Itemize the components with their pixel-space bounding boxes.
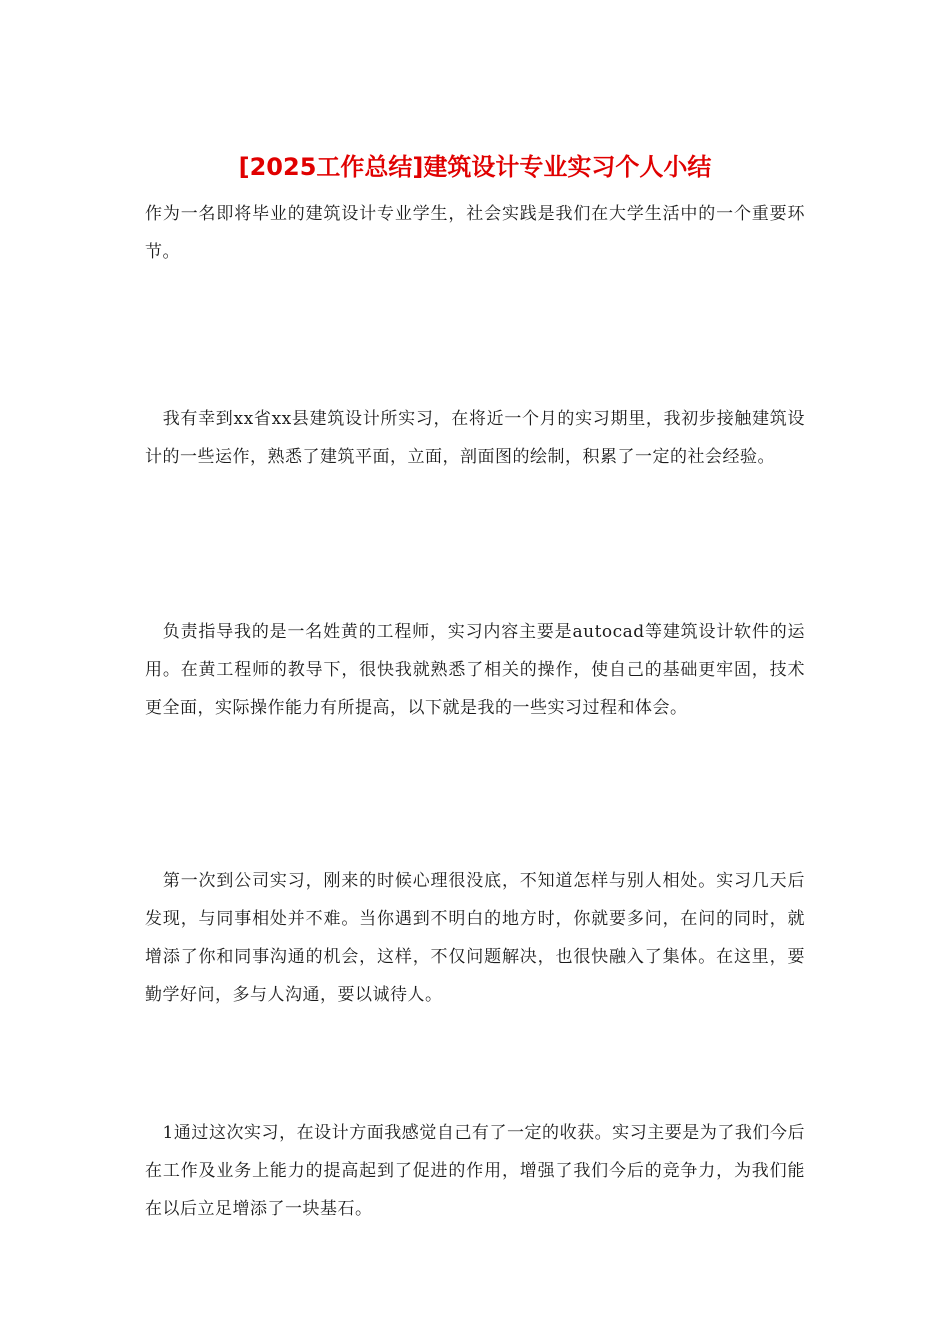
paragraph-mentor: 负责指导我的是一名姓黄的工程师，实习内容主要是autocad等建筑设计软件的运用。在黄工程师的教导下，很快我就熟悉了相关的操作，使自己的基础更牢固，技术更全面，实际操作能力有所提高，以下就是我的一些实习过程和体会。 <box>145 622 805 718</box>
paragraph-internship-location: 我有幸到xx省xx县建筑设计所实习，在将近一个月的实习期里，我初步接触建筑设计的一些运作，熟悉了建筑平面，立面，剖面图的绘制，积累了一定的社会经验。 <box>145 409 805 467</box>
paragraph-first-impressions: 第一次到公司实习，刚来的时候心理很没底，不知道怎样与别人相处。实习几天后发现，与同事相处并不难。当你遇到不明白的地方时，你就要多问，在问的同时，就增添了你和同事沟通的机会，这样，不仅问题解决，也很快融入了集体。在这里，要勤学好问，多与人沟通，要以诚待人。 <box>145 871 805 1005</box>
paragraph-gains: 1通过这次实习，在设计方面我感觉自己有了一定的收获。实习主要是为了我们今后在工作及业务上能力的提高起到了促进的作用，增强了我们今后的竞争力，为我们能在以后立足增添了一块基石。 <box>145 1123 805 1219</box>
document-title: [2025工作总结]建筑设计专业实习个人小结 <box>238 153 712 181</box>
paragraph-intro: 作为一名即将毕业的建筑设计专业学生，社会实践是我们在大学生活中的一个重要环节。 <box>145 204 805 262</box>
